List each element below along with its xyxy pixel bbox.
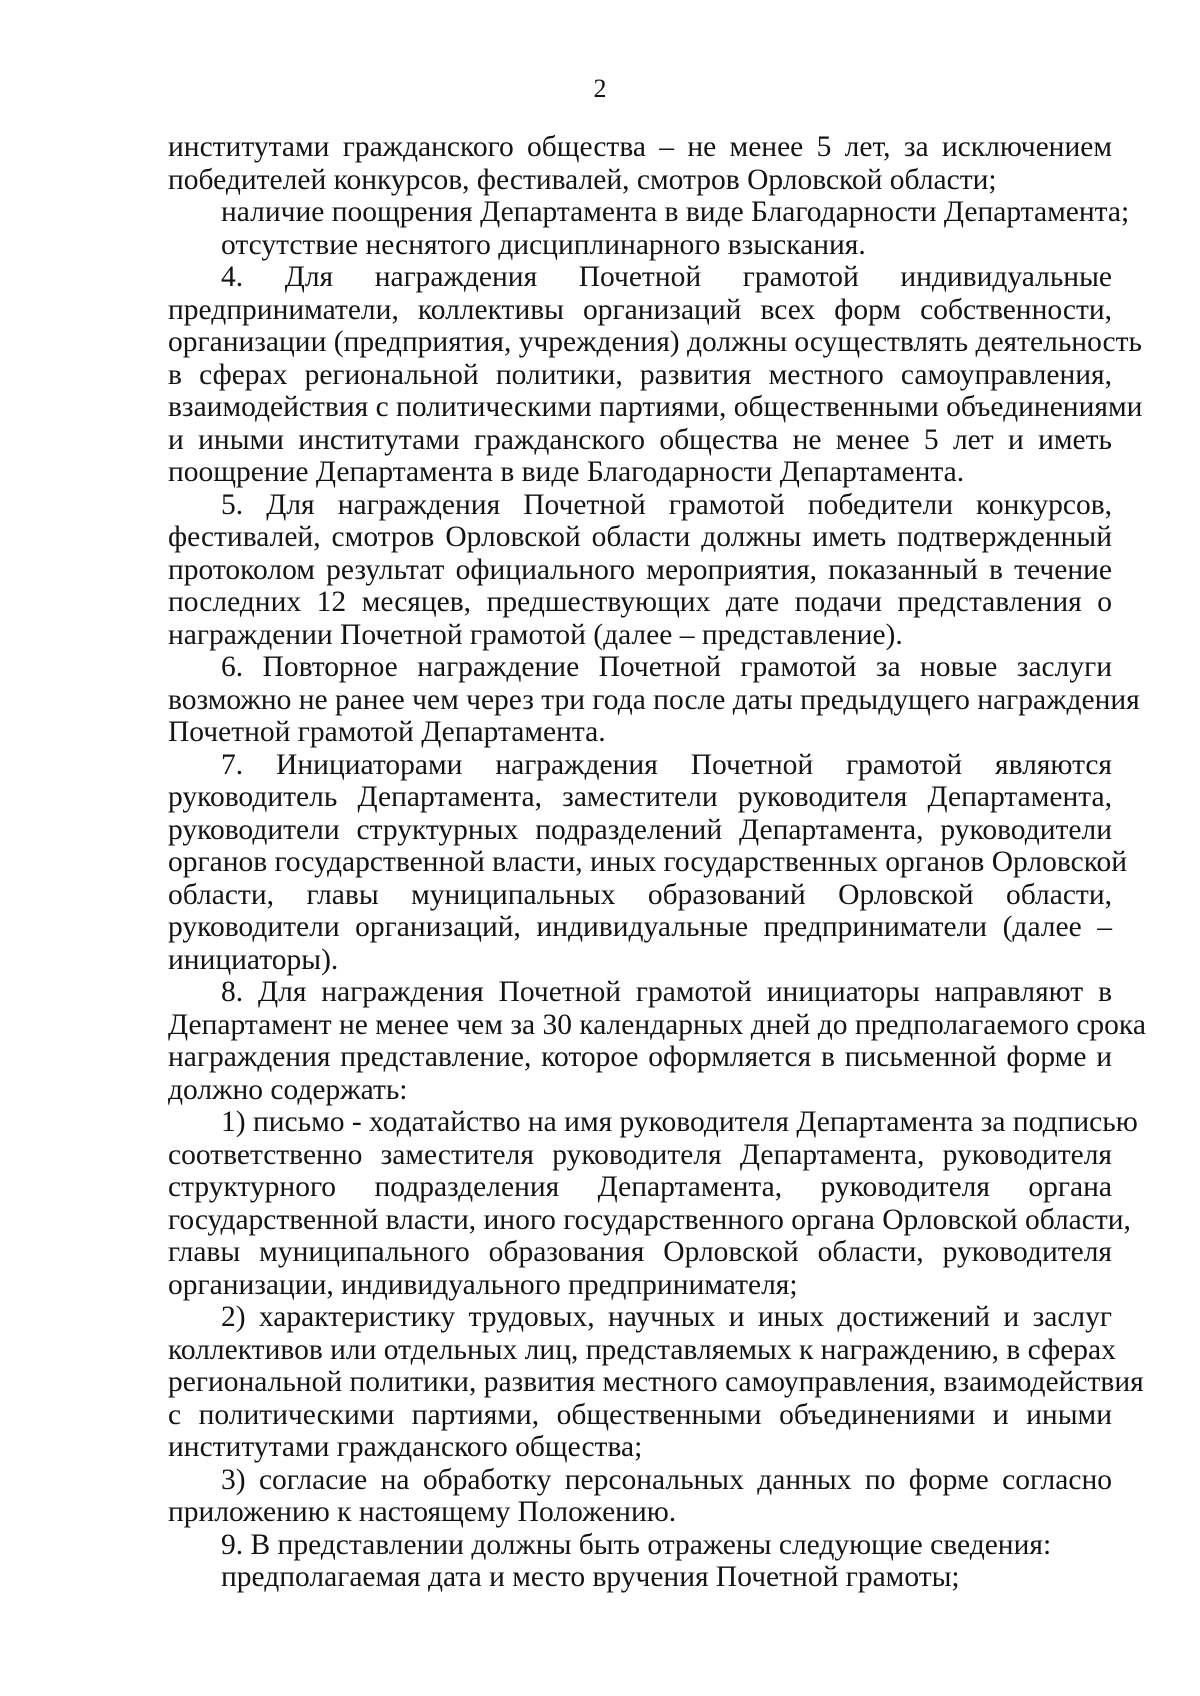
- text-line: организации (предприятия, учреждения) должны осуществлять деятельность: [168, 326, 1142, 358]
- text-line: 3) согласие на обработку персональных данных по форме согласно: [221, 1463, 1112, 1496]
- text-line: отсутствие неснятого дисциплинарного взыскания.: [221, 228, 866, 261]
- text-line: государственной власти, иного государственного органа Орловской области,: [168, 1203, 1131, 1236]
- text-line: награждении Почетной грамотой (далее – представление).: [168, 618, 903, 651]
- document-body: [168, 131, 1146, 1594]
- text-line: должно содержать:: [168, 1073, 408, 1106]
- text-line: в сферах региональной политики, развития местного самоуправления,: [168, 358, 1112, 391]
- text-line: коллективов или отдельных лиц, представляемых к награждению, в сферах: [168, 1333, 1116, 1366]
- text-line: победителей конкурсов, фестивалей, смотров Орловской области;: [168, 163, 997, 196]
- text-line: руководители организаций, индивидуальные предприниматели (далее –: [168, 911, 1112, 943]
- text-line: институтами гражданского общества – не менее 5 лет, за исключением: [168, 131, 1112, 163]
- text-line: возможно не ранее чем через три года после даты предыдущего награждения: [168, 683, 1140, 716]
- text-line: 9. В представлении должны быть отражены следующие сведения:: [221, 1528, 1052, 1561]
- text-line: области, главы муниципальных образований Орловской области,: [168, 878, 1112, 911]
- text-line: взаимодействия с политическими партиями, общественными объединениями: [168, 391, 1143, 423]
- text-line: предприниматели, коллективы организаций всех форм собственности,: [168, 293, 1112, 326]
- text-line: 4. Для награждения Почетной грамотой индивидуальные: [221, 261, 1112, 293]
- text-line: приложению к настоящему Положению.: [168, 1496, 677, 1528]
- text-line: последних 12 месяцев, предшествующих дате подачи представления о: [168, 586, 1112, 618]
- text-line: и иными институтами гражданского общества не менее 5 лет и иметь: [168, 423, 1112, 456]
- text-line: 5. Для награждения Почетной грамотой победители конкурсов,: [221, 488, 1112, 521]
- text-line: руководители структурных подразделений Департамента, руководители: [168, 813, 1112, 846]
- text-line: главы муниципального образования Орловской области, руководителя: [168, 1236, 1112, 1268]
- text-line: Почетной грамотой Департамента.: [168, 716, 606, 748]
- text-line: фестивалей, смотров Орловской области должны иметь подтвержденный: [168, 521, 1112, 553]
- text-line: наличие поощрения Департамента в виде Благодарности Департамента;: [221, 196, 1130, 228]
- text-line: предполагаемая дата и место вручения Почетной грамоты;: [221, 1561, 960, 1593]
- text-line: региональной политики, развития местного самоуправления, взаимодействия: [168, 1366, 1144, 1398]
- text-line: Департамент не менее чем за 30 календарных дней до предполагаемого срока: [168, 1008, 1146, 1041]
- text-line: 8. Для награждения Почетной грамотой инициаторы направляют в: [221, 976, 1112, 1008]
- text-line: протоколом результат официального мероприятия, показанный в течение: [168, 553, 1112, 586]
- text-line: с политическими партиями, общественными объединениями и иными: [168, 1398, 1112, 1431]
- text-line: структурного подразделения Департамента, руководителя органа: [168, 1171, 1112, 1203]
- text-line: 1) письмо - ходатайство на имя руководителя Департамента за подписью: [221, 1106, 1138, 1138]
- text-line: соответственно заместителя руководителя Департамента, руководителя: [168, 1138, 1112, 1171]
- page-number: 2: [593, 74, 607, 103]
- text-line: 6. Повторное награждение Почетной грамотой за новые заслуги: [221, 651, 1112, 683]
- text-line: институтами гражданского общества;: [168, 1431, 643, 1463]
- text-line: руководитель Департамента, заместители руководителя Департамента,: [168, 781, 1112, 813]
- text-line: 7. Инициаторами награждения Почетной грамотой являются: [221, 748, 1112, 781]
- text-line: организации, индивидуального предпринимателя;: [168, 1268, 798, 1301]
- text-line: инициаторы).: [168, 943, 339, 976]
- text-line: награждения представление, которое оформляется в письменной форме и: [168, 1041, 1112, 1073]
- text-line: 2) характеристику трудовых, научных и иных достижений и заслуг: [221, 1301, 1112, 1333]
- text-line: органов государственной власти, иных государственных органов Орловской: [168, 846, 1128, 878]
- text-line: поощрение Департамента в виде Благодарности Департамента.: [168, 456, 965, 488]
